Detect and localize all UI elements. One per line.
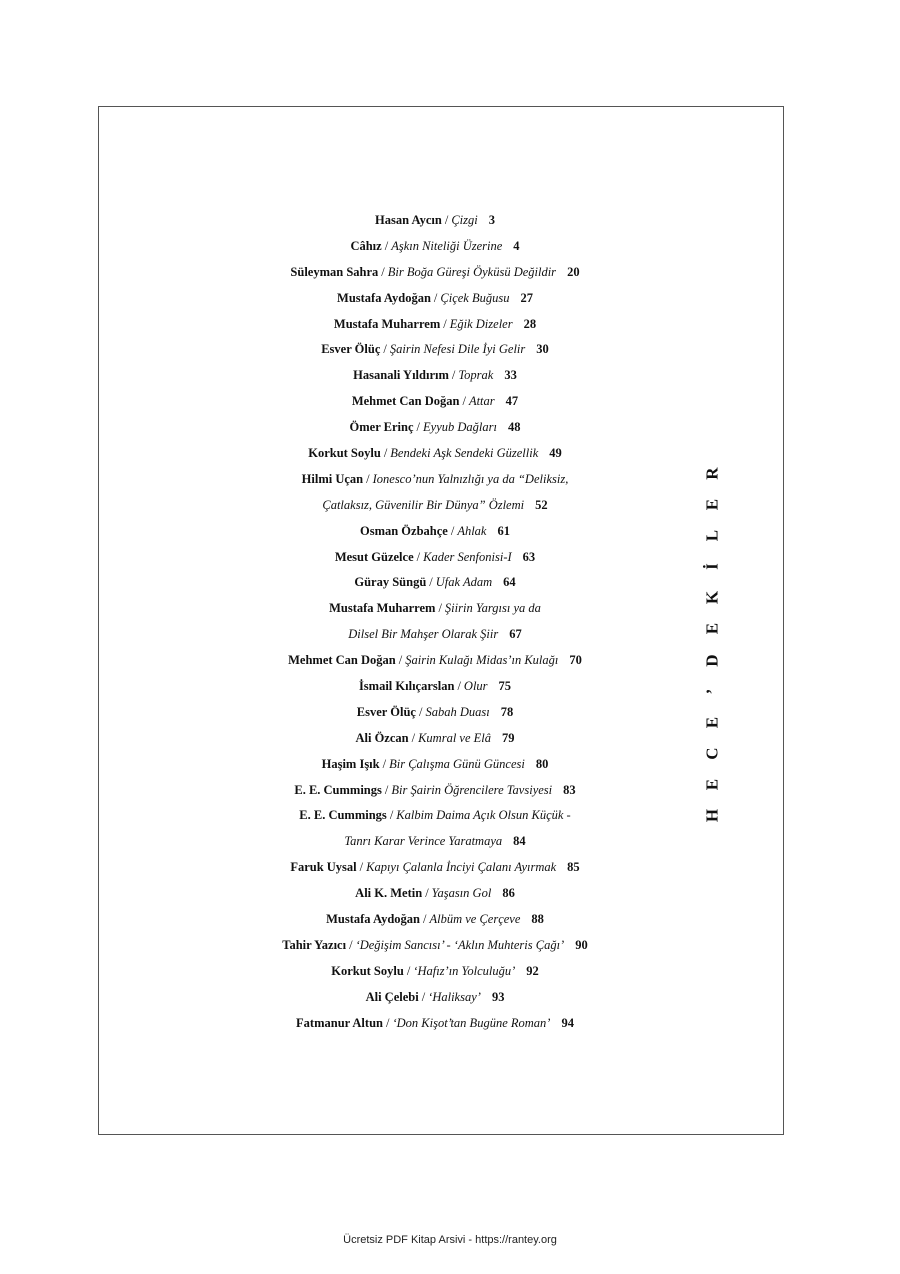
toc-line (230, 337, 640, 363)
toc-author: Güray Süngü (354, 575, 427, 590)
heading-letter: E (702, 716, 722, 728)
toc-separator: / (416, 549, 421, 564)
heading-letter: ’ (702, 688, 722, 695)
toc-page-number: 64 (503, 575, 516, 590)
toc-line (230, 959, 640, 985)
toc-page-number: 84 (513, 834, 526, 849)
toc-line (230, 622, 640, 648)
toc-author: Esver Ölüç (356, 704, 416, 719)
toc-title: Şiirin Yargısı ya da (444, 601, 541, 616)
toc-line (230, 493, 640, 519)
toc-page-number: 47 (505, 394, 519, 409)
heading-letter: R (702, 467, 722, 480)
toc-author: Ali K. Metin (355, 886, 423, 901)
toc-line (230, 545, 640, 571)
toc-author: Tahir Yazıcı (282, 937, 347, 952)
toc-page-number: 28 (523, 316, 537, 331)
toc-author: Câhız (350, 238, 382, 253)
toc-title: Kapıyı Çalanla İnciyi Çalanı Ayırmak (366, 860, 557, 875)
toc-title: Ahlak (457, 523, 487, 538)
toc-separator: / (406, 963, 411, 978)
toc-separator: / (383, 446, 388, 461)
toc-line (230, 234, 640, 260)
toc-separator: / (457, 679, 461, 694)
toc-line (230, 674, 640, 700)
heading-letter: E (702, 498, 722, 511)
toc-separator: / (366, 471, 370, 486)
toc-author: Ali Çelebi (365, 989, 419, 1004)
toc-title: Kumral ve Elâ (418, 730, 492, 745)
heading-letter: H (702, 808, 722, 823)
toc-title: ‘Haliksay’ (428, 989, 481, 1004)
toc-title: Attar (468, 394, 495, 409)
toc-separator: / (411, 730, 416, 745)
toc-page-number: 92 (526, 963, 539, 978)
toc-title: Çatlaksız, Güvenilir Bir Dünya” Özlemi (322, 497, 525, 512)
toc-line (230, 752, 640, 778)
toc-page-number: 33 (504, 368, 517, 383)
toc-separator: / (389, 808, 394, 823)
toc-title: Tanrı Karar Verince Yaratmaya (344, 834, 503, 849)
toc-title: Ionesco’nun Yalnızlığı ya da “Deliksiz, (372, 471, 569, 486)
toc-line (230, 700, 640, 726)
toc-author: Osman Özbahçe (359, 523, 448, 538)
toc-page-number: 4 (513, 238, 520, 253)
toc-author: Esver Ölüç (321, 342, 381, 357)
toc-separator: / (381, 264, 385, 279)
toc-title: Şairin Kulağı Midas’ın Kulağı (405, 653, 559, 668)
toc-title: Olur (463, 679, 488, 694)
toc-author: Faruk Uysal (290, 860, 357, 875)
toc-page-number: 90 (575, 937, 588, 952)
heading-letter: L (702, 530, 722, 542)
toc-separator: / (359, 860, 364, 875)
toc-page-number: 63 (522, 549, 536, 564)
toc-line (230, 881, 640, 907)
toc-author: E. E. Cummings (299, 808, 387, 823)
toc-line (230, 907, 640, 933)
toc-line (230, 829, 640, 855)
toc-page-number: 75 (498, 679, 512, 694)
toc-line (230, 363, 640, 389)
heading-letter: E (702, 778, 722, 791)
toc-line (230, 415, 640, 441)
toc-author: Süleyman Sahra (290, 264, 379, 279)
toc-title: Aşkın Niteliği Üzerine (391, 238, 503, 253)
toc-line (230, 389, 640, 415)
toc-title: ‘Don Kişot’tan Bugüne Roman’ (392, 1015, 551, 1030)
toc-author: E. E. Cummings (294, 782, 382, 797)
toc-title: ‘Hafız’ın Yolculuğu’ (413, 963, 516, 978)
toc-author: Hasan Aycın (375, 213, 442, 227)
toc-line (230, 208, 640, 234)
toc-line (230, 441, 640, 467)
toc-separator: / (462, 394, 466, 409)
toc-separator: / (451, 368, 456, 383)
toc-title: Sabah Duası (425, 704, 490, 719)
toc-separator: / (382, 756, 387, 771)
footer-text: Ücretsiz PDF Kitap Arsivi - https://rantey.org (343, 1234, 557, 1246)
toc-line (230, 286, 640, 312)
toc-page-number: 88 (531, 912, 544, 927)
table-of-contents (230, 208, 640, 1037)
toc-page-number: 30 (536, 342, 549, 357)
toc-separator: / (384, 238, 389, 253)
toc-author: Ali Özcan (355, 730, 409, 745)
toc-title: Şairin Nefesi Dile İyi Gelir (389, 342, 526, 357)
toc-title: Albüm ve Çerçeve (429, 912, 521, 927)
contents-heading-vertical (700, 458, 724, 831)
toc-page-number: 94 (561, 1015, 574, 1030)
toc-line (230, 519, 640, 545)
toc-author: Hasanali Yıldırım (353, 368, 449, 383)
toc-separator: / (421, 989, 426, 1004)
toc-title: Kader Senfonisi-I (423, 549, 512, 564)
toc-title: Toprak (458, 368, 494, 383)
toc-separator: / (418, 704, 423, 719)
toc-author: Korkut Soylu (331, 963, 404, 978)
toc-separator: / (433, 290, 438, 305)
toc-title: Eğik Dizeler (449, 316, 513, 331)
toc-author: Fatmanur Altun (296, 1015, 383, 1030)
toc-separator: / (444, 213, 449, 227)
toc-title: Çizgi (451, 213, 478, 227)
toc-author: Mustafa Aydoğan (337, 290, 431, 305)
toc-separator: / (443, 316, 447, 331)
toc-author: Mehmet Can Doğan (288, 653, 396, 668)
toc-title: Eyyub Dağları (423, 420, 497, 435)
toc-title: Bir Boğa Güreşi Öyküsü Değildir (387, 264, 557, 279)
toc-page-number: 86 (502, 886, 515, 901)
toc-page-number: 79 (502, 730, 515, 745)
heading-letter: İ (702, 563, 722, 571)
toc-page-number: 67 (509, 627, 522, 642)
toc-author: Korkut Soylu (308, 446, 381, 461)
toc-author: İsmail Kılıçarslan (358, 679, 455, 694)
toc-line (230, 778, 640, 804)
toc-separator: / (385, 1015, 390, 1030)
toc-author: Mehmet Can Doğan (351, 394, 460, 409)
toc-separator: / (429, 575, 433, 590)
toc-author: Ömer Erinç (349, 420, 414, 435)
toc-line (230, 260, 640, 286)
toc-line (230, 803, 640, 829)
toc-author: Mustafa Muharrem (333, 316, 441, 331)
toc-line (230, 312, 640, 338)
toc-separator: / (383, 342, 387, 357)
toc-page-number: 52 (535, 497, 548, 512)
toc-page-number: 70 (569, 653, 582, 668)
toc-page-number: 85 (567, 860, 580, 875)
heading-letter: C (702, 747, 722, 760)
heading-letter: K (702, 591, 722, 605)
toc-page-number: 61 (497, 523, 510, 538)
toc-page-number: 3 (488, 213, 495, 227)
toc-title: Dilsel Bir Mahşer Olarak Şiir (348, 627, 499, 642)
toc-title: Kalbim Daima Açık Olsun Küçük - (396, 808, 571, 823)
toc-separator: / (450, 523, 455, 538)
toc-title: Bendeki Aşk Sendeki Güzellik (390, 446, 539, 461)
toc-line (230, 1011, 640, 1037)
toc-line (230, 726, 640, 752)
toc-title: Bir Şairin Öğrencilere Tavsiyesi (391, 782, 553, 797)
toc-author: Mesut Güzelce (334, 549, 414, 564)
toc-separator: / (349, 937, 353, 952)
toc-line (230, 648, 640, 674)
toc-separator: / (416, 420, 421, 435)
toc-title: Ufak Adam (435, 575, 493, 590)
toc-author: Mustafa Aydoğan (326, 912, 420, 927)
toc-author: Haşim Işık (321, 756, 380, 771)
toc-title: Yaşasın Gol (431, 886, 492, 901)
toc-separator: / (398, 653, 403, 668)
toc-title: ‘Değişim Sancısı’ - ‘Aklın Muhteris Çağı’ (355, 937, 565, 952)
heading-letter: D (702, 653, 722, 667)
toc-page-number: 48 (507, 420, 521, 435)
toc-line (230, 596, 640, 622)
toc-page-number: 78 (500, 704, 514, 719)
toc-separator: / (425, 886, 429, 901)
toc-page-number: 83 (563, 782, 576, 797)
toc-line (230, 933, 640, 959)
toc-page-number: 80 (535, 756, 549, 771)
toc-page-number: 49 (549, 446, 562, 461)
toc-line (230, 467, 640, 493)
toc-author: Hilmi Uçan (301, 471, 364, 486)
toc-title: Çiçek Buğusu (440, 290, 510, 305)
toc-title: Bir Çalışma Günü Güncesi (389, 756, 525, 771)
heading-letter: E (702, 623, 722, 635)
toc-page-number: 93 (491, 989, 505, 1004)
toc-author: Mustafa Muharrem (329, 601, 436, 616)
toc-page-number: 27 (520, 290, 533, 305)
toc-line (230, 985, 640, 1011)
toc-separator: / (384, 782, 389, 797)
toc-separator: / (438, 601, 442, 616)
toc-page-number: 20 (567, 264, 580, 279)
toc-line (230, 570, 640, 596)
toc-separator: / (422, 912, 427, 927)
toc-line (230, 855, 640, 881)
